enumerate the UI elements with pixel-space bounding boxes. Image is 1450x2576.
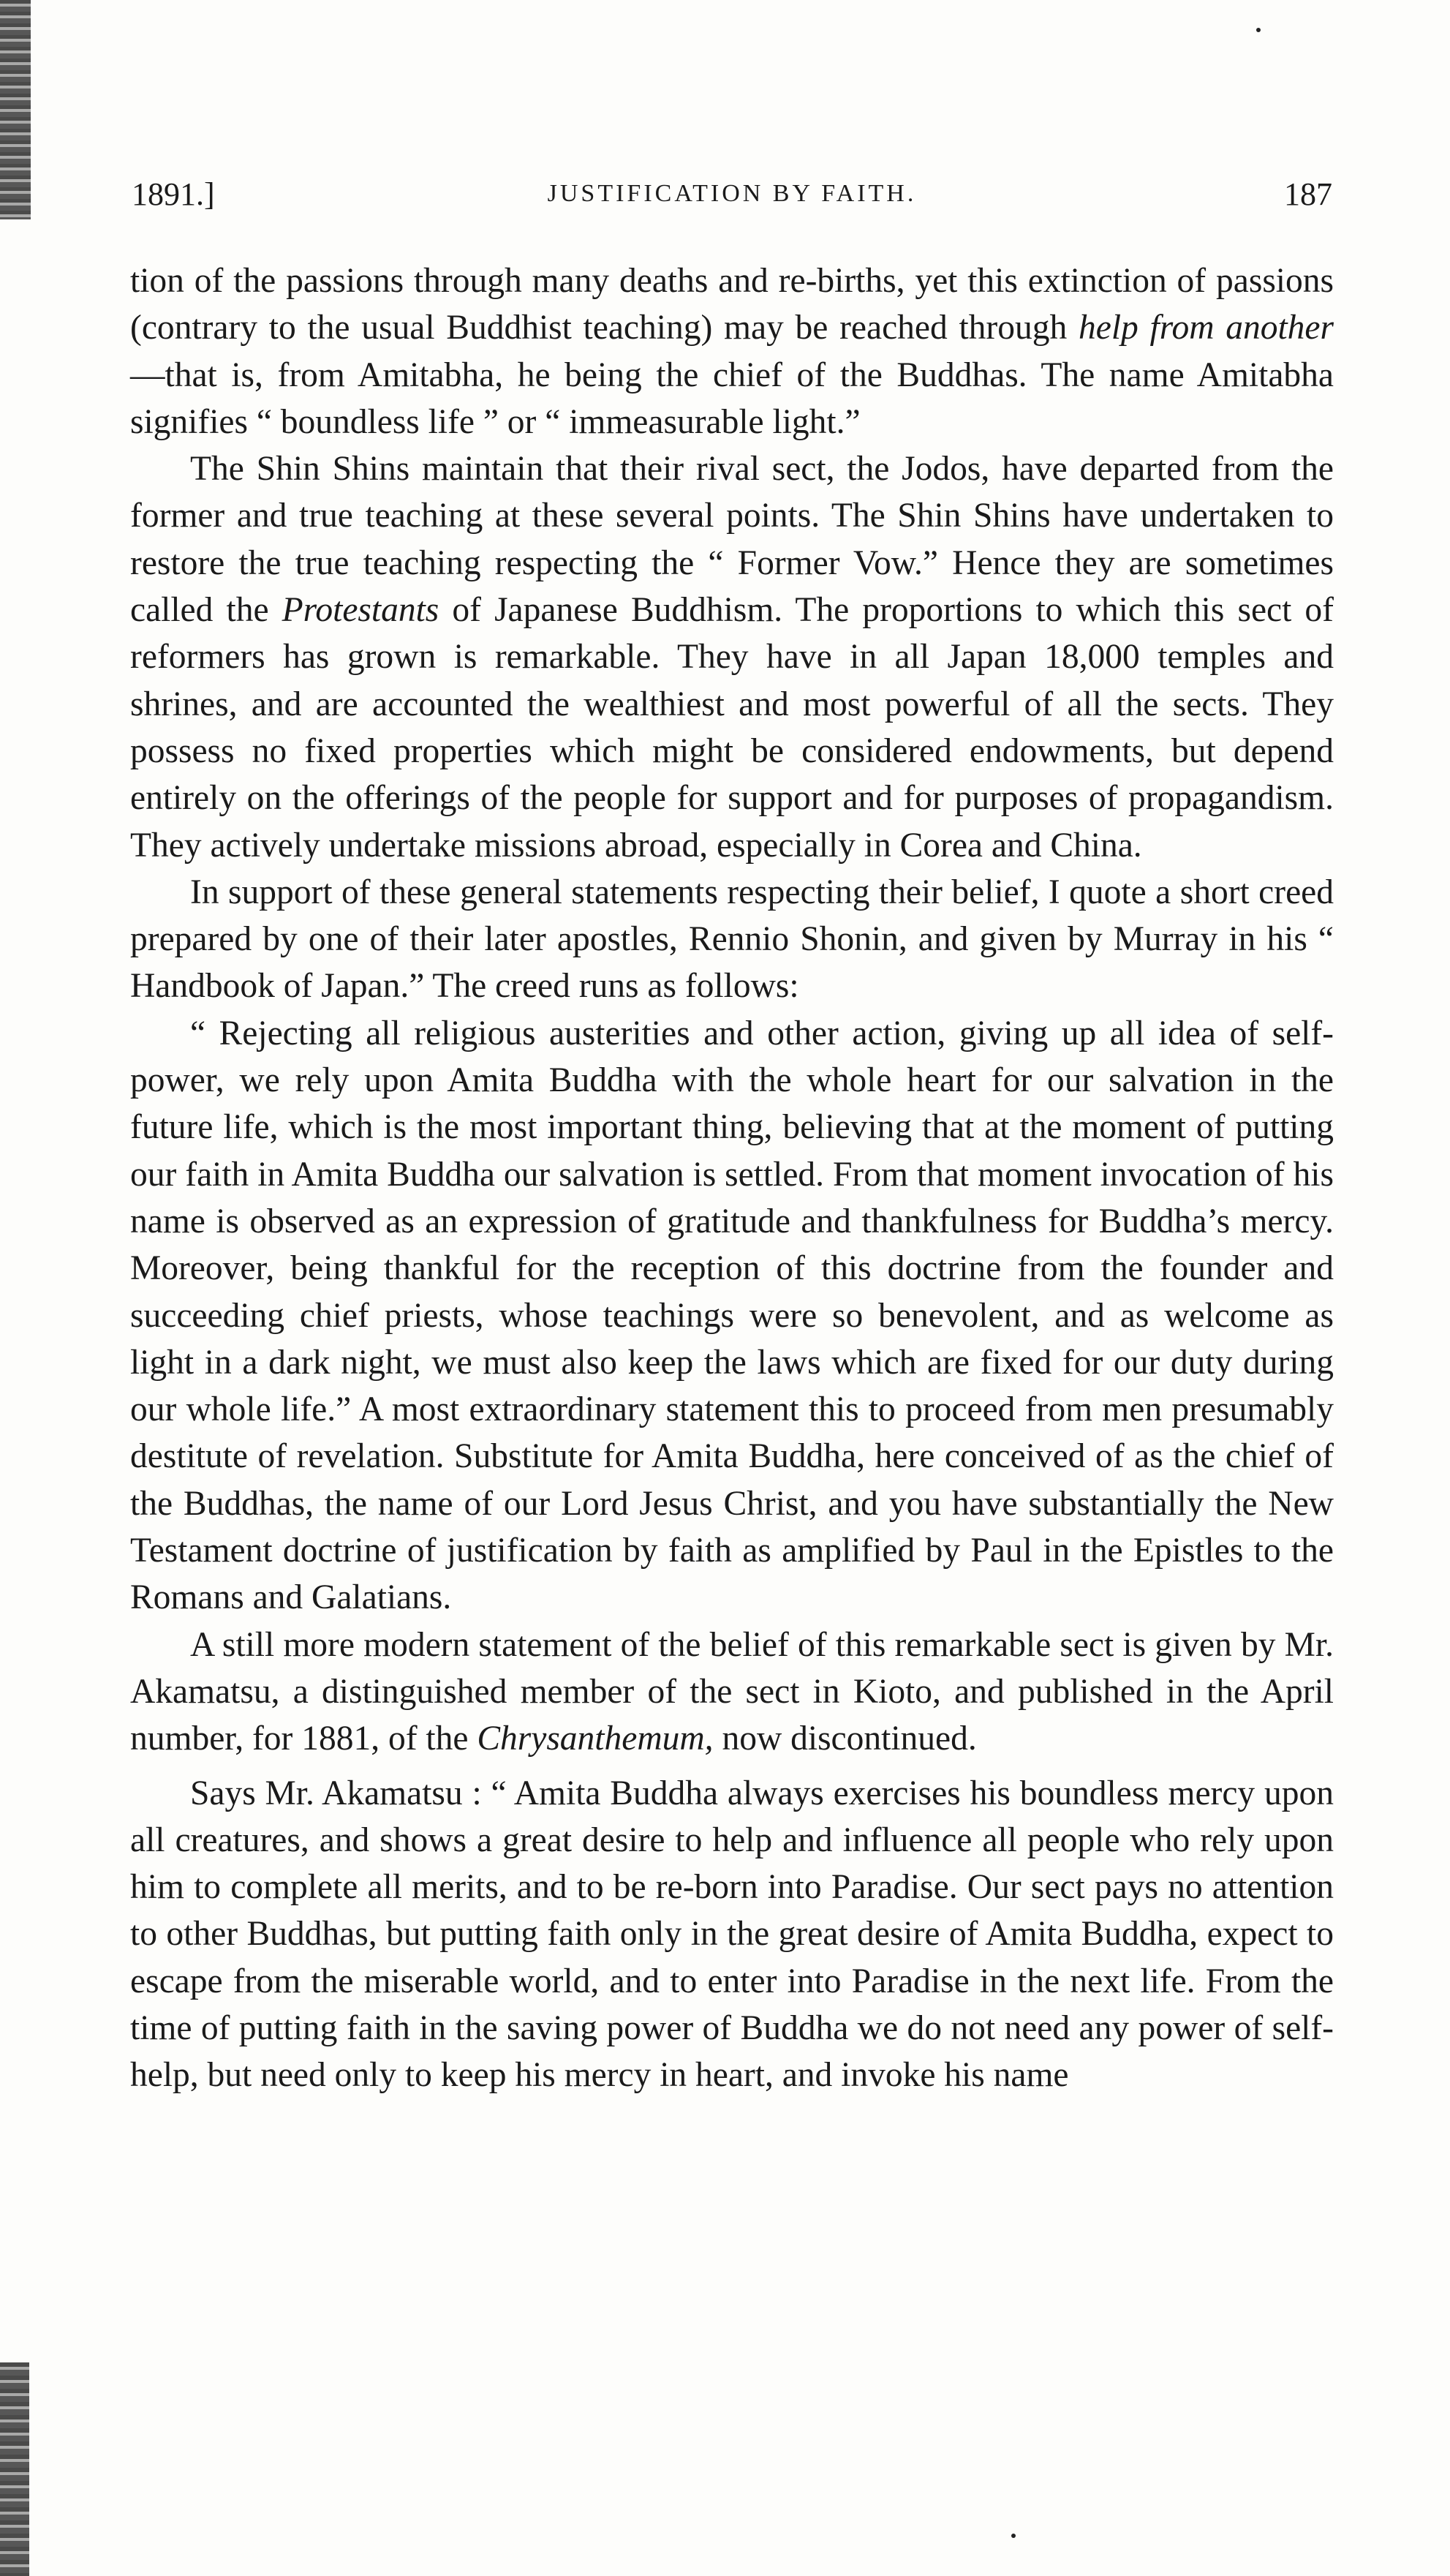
text-span: Says Mr. Akamatsu : “ Amita Buddha always exercises his boundless mercy upon all creatures, and shows a great desire to help and influence all people who rely upon him to complete all merits, and to be re-born into Paradise. Our sect pays no attention to other Buddhas, but putting faith only in the great desire of Amita Buddha, expect to escape from the miserable world, and to enter into Paradise in the next life. From the time of putting faith in the saving power of Buddha we do not need any power of self-help, but need only to keep his mercy in heart, and invoke his name [130, 1774, 1334, 2095]
paragraph [130, 869, 1334, 1010]
quoted-creed [130, 1010, 1334, 1622]
body-text [130, 257, 1334, 2099]
print-speck [1011, 2534, 1016, 2538]
header-title: JUSTIFICATION BY FAITH. [547, 180, 917, 207]
text-span: “ Rejecting all religious austerities and other action, giving up all idea of self-power, we rely upon Amita Buddha with the whole heart for our salvation in the future life, which is the most important thing, believing that at the moment of putting our faith in Amita Buddha our salvation is settled. From that moment invocation of his name is observed as an expression of gratitude and thankfulness for Buddha’s mercy. Moreover, being thankful for the reception of this doctrine from the founder and succeeding chief priests, whose teachings were so benevolent, and as welcome as light in a dark night, we must also keep the laws which are fixed for our duty during our whole life.” A most extraordinary statement this to proceed from men presumably destitute of revelation. Substitute for Amita Buddha, here conceived of as the chief of the Buddhas, the name of our Lord Jesus Christ, and you have substantially the New Testament doctrine of justification by faith as amplified by Paul in the Epistles to the Romans and Galatians. [130, 1014, 1334, 1617]
text-span: now discontinued. [713, 1720, 977, 1758]
paragraph [130, 445, 1334, 869]
text-span: A still more modern statement of the belief of this remarkable sect is given by Mr. Akamatsu, a distinguished member of the sect in Kioto, and published in the April number, for 1881, of the [130, 1625, 1334, 1758]
binding-edge-bottom [0, 2362, 29, 2576]
italic-phrase: Chrysanthemum, [477, 1720, 714, 1758]
text-span: of Japanese Buddhism. The proportions to which this sect of reformers has grown is remarkable. They have in all Japan 18,000 temples and shrines, and are accounted the wealthiest and most powerful of all the sects. They possess no fixed properties which might be considered endowments, but depend entirely on the offerings of the people for support and for purposes of propagandism. They actively undertake missions abroad, especially in Corea and China. [130, 591, 1334, 865]
paragraph [130, 1770, 1334, 2099]
text-span: The Shin Shins maintain that their rival sect, the Jodos, have departed from the former and true teaching at these several points. The Shin Shins have undertaken to restore the true teaching respecting the “ Former Vow.” Hence they are sometimes called the [130, 450, 1334, 630]
text-span: —that is, from Amitabha, he being the chief of the Buddhas. The name Amitabha signifies “ boundless life ” or “ immeasurable light.” [130, 355, 1334, 441]
header-year: 1891.] [132, 176, 215, 212]
text-span: In support of these general statements respecting their belief, I quote a short creed prepared by one of their later apostles, Rennio Shonin, and given by Murray in his “ Handbook of Japan.” The creed runs as follows: [130, 873, 1334, 1006]
print-speck [1256, 28, 1261, 32]
page-number: 187 [1284, 176, 1332, 212]
text-span: tion of the passions through many deaths and re-births, yet this extinction of passions (contrary to the usual Buddhist teaching) may be reached through [130, 262, 1334, 347]
paragraph [130, 1622, 1334, 1763]
italic-phrase: Protestants [282, 591, 439, 630]
binding-edge-top [0, 0, 31, 219]
italic-phrase: help from another [1079, 309, 1334, 347]
running-head [132, 176, 1332, 227]
paragraph [130, 257, 1334, 445]
